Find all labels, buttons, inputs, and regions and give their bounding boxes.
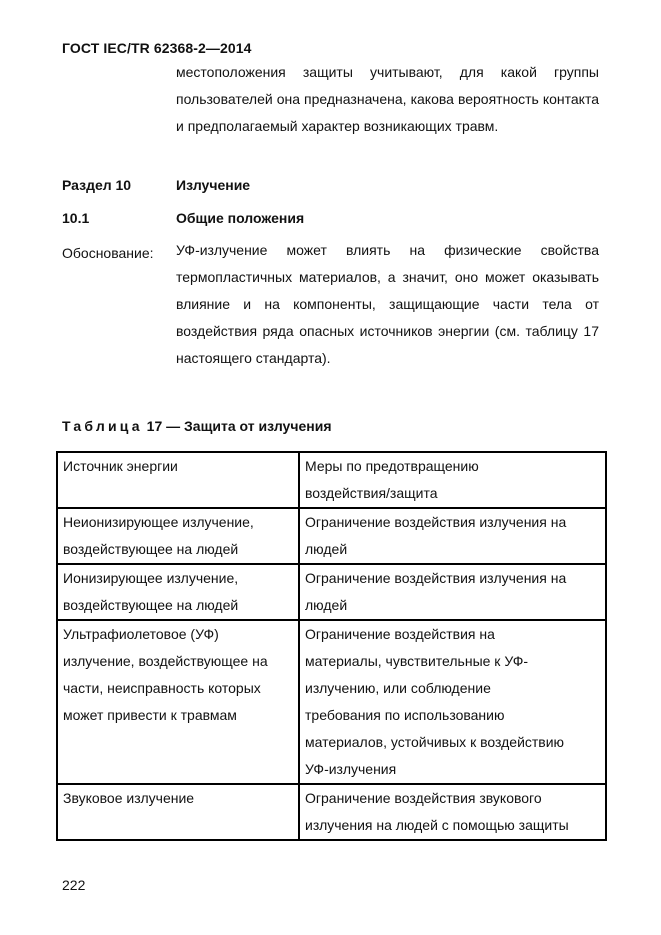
source-cell: Ионизирующее излучение, воздействующее на людей — [57, 564, 299, 620]
source-cell: Ультрафиолетовое (УФ) излучение, воздействующее на части, неисправность которых может привести к травмам — [57, 620, 299, 784]
source-cell: Звуковое излучение — [57, 784, 299, 840]
measure-cell: Ограничение воздействия излучения на людей — [299, 508, 606, 564]
table-header-row — [57, 452, 606, 508]
document-header: ГОСТ IEC/TR 62368-2—2014 — [62, 40, 252, 56]
page-number: 222 — [62, 877, 86, 893]
table-row — [57, 620, 606, 784]
table-row — [57, 564, 606, 620]
subsection-title: Общие положения — [176, 210, 305, 226]
measure-cell: Ограничение воздействия излучения на людей — [299, 564, 606, 620]
section-title: Излучение — [176, 177, 251, 193]
table-caption-word: Таблица — [62, 418, 143, 434]
subsection-label: 10.1 — [62, 210, 90, 226]
measure-cell: Ограничение воздействия звукового излучения на людей с помощью защиты — [299, 784, 606, 840]
table-row — [57, 508, 606, 564]
measure-cell: Ограничение воздействия на материалы, чувствительные к УФ- излучению, или соблюдение требования по использованию материалов, устойчивых к воздействию УФ-излучения — [299, 620, 606, 784]
table-row — [57, 784, 606, 840]
header-protection-measures: Меры по предотвращению воздействия/защита — [299, 452, 606, 508]
header-energy-source: Источник энергии — [57, 452, 299, 508]
table-caption — [62, 418, 332, 434]
radiation-protection-table — [56, 451, 607, 841]
rationale-label: Обоснование: — [62, 245, 154, 261]
rationale-paragraph: УФ-излучение может влиять на физические свойства термопластичных материалов, а значит, оно может оказывать влияние и на компоненты, защищающие части тела от воздействия ряда опасных источников энергии (см. таблицу 17 настоящего стандарта). — [176, 242, 599, 366]
table-caption-title: 17 — Защита от излучения — [146, 418, 332, 434]
source-cell: Неионизирующее излучение, воздействующее на людей — [57, 508, 299, 564]
section-label: Раздел 10 — [62, 177, 132, 193]
continuation-paragraph: местоположения защиты учитывают, для какой группы пользователей она предназначена, какова вероятность контакта и предполагаемый характер возникающих травм. — [176, 64, 599, 134]
